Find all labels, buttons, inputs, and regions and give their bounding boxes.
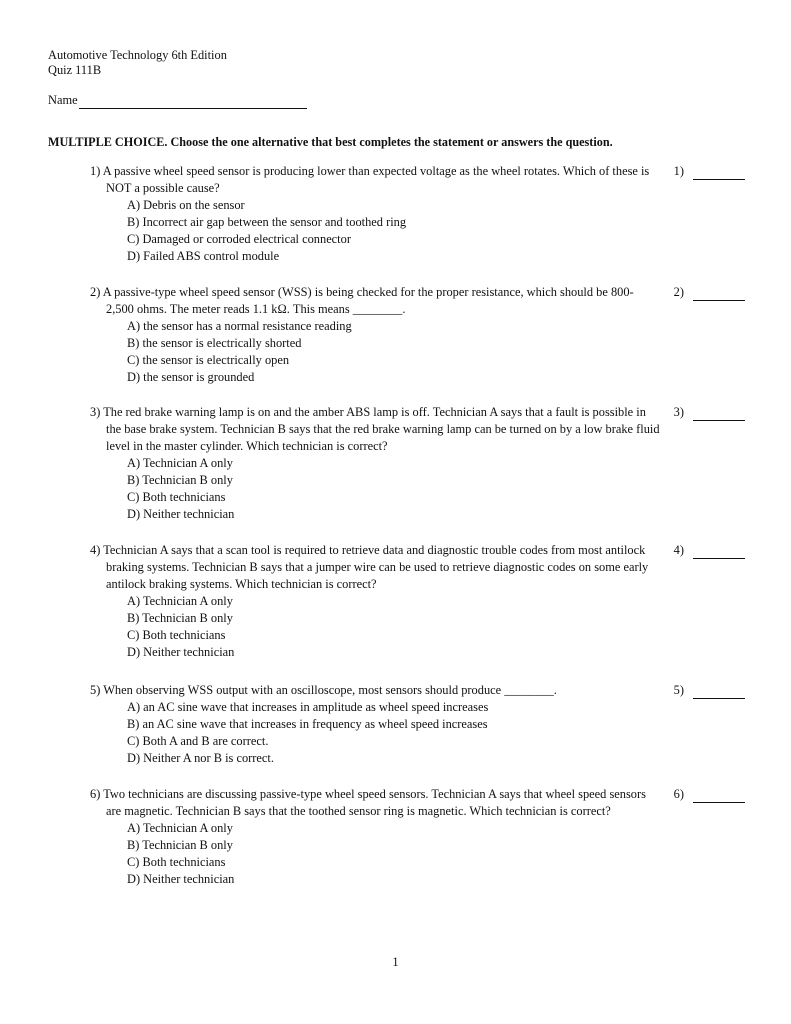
choice-d: D) Neither technician bbox=[127, 507, 235, 521]
instructions: MULTIPLE CHOICE. Choose the one alternative that best completes the statement or answers the question. bbox=[48, 135, 613, 149]
question-stem: 1) A passive wheel speed sensor is producing lower than expected voltage as the wheel rotates. Which of these is NOT a possible cause? bbox=[90, 164, 650, 195]
quiz-title: Quiz 111B bbox=[48, 63, 102, 77]
choices-list bbox=[90, 593, 760, 661]
choice-b: B) Technician B only bbox=[127, 473, 233, 487]
choice-c: C) the sensor is electrically open bbox=[127, 353, 290, 367]
choices-list bbox=[90, 820, 760, 888]
question-stem: 6) Two technicians are discussing passive-type wheel speed sensors. Technician A says that wheel speed sensors are magnetic. Technician B says that the toothed sensor ring is magnetic. Which technician is correct? bbox=[90, 787, 646, 818]
answer-blank[interactable] bbox=[693, 408, 745, 421]
choice-a: A) an AC sine wave that increases in amplitude as wheel speed increases bbox=[127, 700, 489, 714]
choice-d: D) the sensor is grounded bbox=[127, 370, 255, 384]
question-1 bbox=[90, 163, 760, 265]
question-stem: 5) When observing WSS output with an oscilloscope, most sensors should produce ________. bbox=[90, 683, 557, 697]
question-2 bbox=[90, 284, 760, 386]
choice-a: A) Technician A only bbox=[127, 594, 233, 608]
name-label: Name bbox=[48, 93, 78, 107]
choice-d: D) Failed ABS control module bbox=[127, 249, 280, 263]
choice-b: B) Incorrect air gap between the sensor and toothed ring bbox=[127, 215, 407, 229]
answer-blank[interactable] bbox=[693, 546, 745, 559]
choice-c: C) Damaged or corroded electrical connector bbox=[127, 232, 351, 246]
choices-list bbox=[90, 455, 760, 523]
choice-b: B) Technician B only bbox=[127, 611, 233, 625]
choice-b: B) the sensor is electrically shorted bbox=[127, 336, 302, 350]
choice-a: A) Debris on the sensor bbox=[127, 198, 245, 212]
answer-blank[interactable] bbox=[693, 167, 745, 180]
question-3 bbox=[90, 404, 760, 523]
question-6 bbox=[90, 786, 760, 888]
answer-slot bbox=[674, 542, 745, 559]
answer-slot bbox=[674, 284, 745, 301]
choice-c: C) Both A and B are correct. bbox=[127, 734, 269, 748]
document-header bbox=[48, 48, 227, 78]
answer-number: 1) bbox=[673, 164, 684, 178]
answer-blank[interactable] bbox=[693, 288, 745, 301]
choices-list bbox=[90, 318, 760, 386]
book-title: Automotive Technology 6th Edition bbox=[48, 48, 227, 62]
answer-slot bbox=[674, 404, 745, 421]
choice-d: D) Neither technician bbox=[127, 645, 235, 659]
choice-a: A) Technician A only bbox=[127, 456, 233, 470]
answer-number: 2) bbox=[673, 285, 684, 299]
question-4 bbox=[90, 542, 760, 661]
answer-blank[interactable] bbox=[693, 790, 745, 803]
question-stem: 3) The red brake warning lamp is on and the amber ABS lamp is off. Technician A says that a fault is possible in the base brake system. Technician B says that the red brake warning lamp can be turned on by a low brake fluid level in the master cylinder. Which technician is correct? bbox=[90, 405, 660, 453]
answer-blank[interactable] bbox=[693, 686, 745, 699]
answer-number: 6) bbox=[673, 787, 684, 801]
answer-slot bbox=[674, 163, 745, 180]
question-5 bbox=[90, 682, 760, 767]
answer-number: 5) bbox=[673, 683, 684, 697]
choice-b: B) an AC sine wave that increases in frequency as wheel speed increases bbox=[127, 717, 488, 731]
answer-number: 4) bbox=[673, 543, 684, 557]
choice-c: C) Both technicians bbox=[127, 855, 226, 869]
choice-d: D) Neither technician bbox=[127, 872, 235, 886]
answer-number: 3) bbox=[673, 405, 684, 419]
question-stem: 2) A passive-type wheel speed sensor (WSS) is being checked for the proper resistance, which should be 800-2,500 ohms. The meter reads 1.1 kΩ. This means ________. bbox=[90, 285, 634, 316]
choice-a: A) the sensor has a normal resistance reading bbox=[127, 319, 352, 333]
answer-slot bbox=[674, 682, 745, 699]
choice-a: A) Technician A only bbox=[127, 821, 233, 835]
name-field bbox=[48, 92, 307, 109]
choices-list bbox=[90, 699, 760, 767]
choice-d: D) Neither A nor B is correct. bbox=[127, 751, 274, 765]
choices-list bbox=[90, 197, 760, 265]
choice-c: C) Both technicians bbox=[127, 628, 226, 642]
answer-slot bbox=[674, 786, 745, 803]
question-stem: 4) Technician A says that a scan tool is required to retrieve data and diagnostic trouble codes from most antilock braking systems. Technician B says that a jumper wire can be used to retrieve diagnostic codes on some early antilock braking systems. Which technician is correct? bbox=[90, 543, 649, 591]
choice-c: C) Both technicians bbox=[127, 490, 226, 504]
name-blank[interactable] bbox=[79, 96, 307, 109]
choice-b: B) Technician B only bbox=[127, 838, 233, 852]
page-number: 1 bbox=[392, 955, 399, 969]
